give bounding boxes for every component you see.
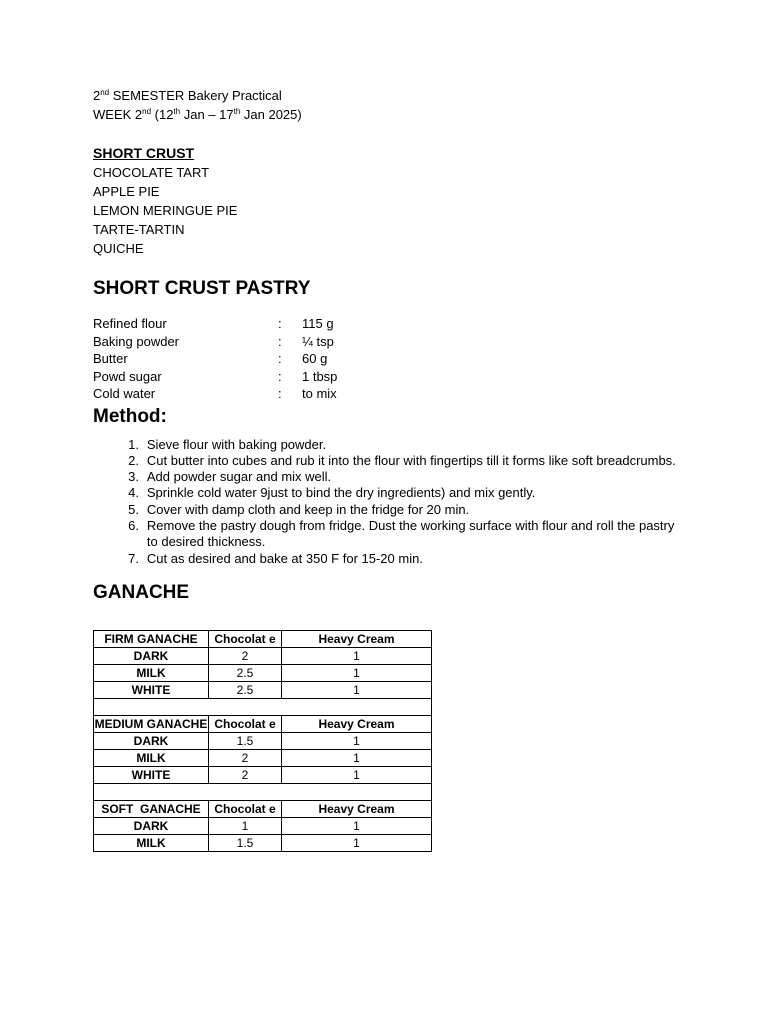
recipe-item: APPLE PIE [93,184,160,199]
ingredient-name: Cold water [93,386,156,401]
chocolate-ratio: 1.5 [209,834,282,851]
ingredient-row [93,333,693,351]
cream-ratio: 1 [282,647,432,664]
week-mid: Jan – 17 [180,107,234,122]
spacer-row [94,783,432,800]
step-number-text: 1. [128,436,139,452]
soft-header-row [94,800,432,817]
method-step [93,437,678,453]
ingredient-separator: : [278,386,282,401]
chocolate-column-header: Chocolat e [209,630,282,647]
ingredient-name: Baking powder [93,333,179,349]
cream-ratio: 1 [282,732,432,749]
table-row [94,681,432,698]
semester-title: SEMESTER Bakery Practical [109,88,282,103]
method-step [93,518,678,551]
chocolate-ratio: 2 [209,749,282,766]
chocolate-ratio: 2 [209,647,282,664]
step-number [93,437,139,453]
step-number [93,453,139,469]
ingredient-quantity: 60 g [302,351,328,366]
medium-header-row [94,715,432,732]
ingredient-quantity: to mix [302,386,337,401]
step-number-text: 5. [128,501,139,517]
document-page [93,86,693,852]
cream-ratio: 1 [282,749,432,766]
semester-number: 2 [93,88,101,103]
ingredient-name: Butter [93,351,128,366]
step-text: Cut as desired and bake at 350 F for 15-20 min. [146,550,423,566]
chocolate-column-header: Chocolat e [209,715,282,732]
cream-ratio: 1 [282,817,432,834]
method-step [93,485,678,501]
spacer-row [94,698,432,715]
method-step [93,469,678,485]
ingredient-separator: : [278,316,282,331]
table-row [94,647,432,664]
ganache-type: DARK [94,732,209,749]
table-row [94,732,432,749]
ingredient-separator: : [278,368,282,384]
semester-suffix: nd [100,88,110,97]
spacer-cell [94,783,432,800]
ingredient-row [93,350,693,368]
chocolate-ratio: 2.5 [209,681,282,698]
ganache-type: WHITE [94,681,209,698]
step-number [93,518,139,551]
ingredient-separator: : [278,351,282,366]
step-number [93,502,139,518]
ingredient-row [93,385,693,403]
step-text: Add powder sugar and mix well. [146,469,332,485]
step-text: Sieve flour with baking powder. [146,436,327,452]
ingredient-quantity: 115 g [302,316,334,331]
short-crust-heading: SHORT CRUST [93,145,195,161]
step-number [93,485,139,501]
table-row [94,817,432,834]
method-steps [93,437,678,567]
recipe-item: QUICHE [93,241,144,256]
week-suffix: nd [142,107,152,116]
recipe-item: LEMON MERINGUE PIE [93,203,238,218]
table-row [94,766,432,783]
method-heading: Method: [93,405,167,427]
step-text: Cut butter into cubes and rub it into the flour with fingertips till it forms like soft breadcrumbs. [146,452,676,468]
chocolate-ratio: 1.5 [209,732,282,749]
pastry-heading: SHORT CRUST PASTRY [93,278,311,299]
ingredient-quantity: 1 tbsp [302,368,338,384]
ganache-type: WHITE [94,766,209,783]
method-step [93,453,678,469]
chocolate-column-header: Chocolat e [209,800,282,817]
ganache-heading: GANACHE [93,581,190,603]
table-row [94,749,432,766]
semester-line [93,86,693,105]
firm-ganache-title: FIRM GANACHE [94,630,209,647]
medium-ganache-title: MEDIUM GANACHE [94,716,208,731]
ingredient-quantity: ¼ tsp [302,333,334,349]
ganache-type: MILK [94,664,209,681]
cream-ratio: 1 [282,834,432,851]
ganache-table [93,630,432,852]
chocolate-ratio: 1 [209,817,282,834]
cream-column-header: Heavy Cream [282,800,432,817]
week-start-suffix: th [173,107,181,116]
step-text: Remove the pastry dough from fridge. Dust the working surface with flour and roll the pastry to desired thickness. [146,517,675,550]
recipe-list [93,163,693,258]
ganache-type: MILK [94,749,209,766]
step-number [93,469,139,485]
week-end: Jan 2025) [240,107,302,122]
spacer-cell [94,698,432,715]
ingredient-row [93,315,693,333]
method-step [93,502,678,518]
cream-ratio: 1 [282,664,432,681]
step-number-text: 3. [128,469,139,485]
soft-ganache-title: SOFT GANACHE [94,800,209,817]
ingredient-row [93,368,693,386]
cream-ratio: 1 [282,681,432,698]
cream-column-header: Heavy Cream [282,630,432,647]
table-row [94,834,432,851]
cream-ratio: 1 [282,766,432,783]
method-step [93,551,678,567]
week-start: (12 [151,107,174,122]
ingredient-separator: : [278,333,282,349]
step-text: Sprinkle cold water 9just to bind the dry ingredients) and mix gently. [146,485,536,501]
step-number-text: 4. [128,485,139,501]
table-row [94,664,432,681]
ganache-type: DARK [94,647,209,664]
week-line [93,105,693,124]
chocolate-ratio: 2 [209,766,282,783]
step-number-text: 6. [128,517,139,533]
cream-column-header: Heavy Cream [282,715,432,732]
step-text: Cover with damp cloth and keep in the fridge for 20 min. [146,501,470,517]
ganache-type: MILK [94,834,209,851]
firm-header-row [94,630,432,647]
step-number-text: 7. [128,550,139,566]
week-end-suffix: th [233,107,241,116]
chocolate-ratio: 2.5 [209,664,282,681]
recipe-item: TARTE-TARTIN [93,222,185,237]
ingredient-list [93,315,693,403]
ingredient-name: Powd sugar [93,368,162,384]
ganache-type: DARK [94,817,209,834]
step-number-text: 2. [128,452,139,468]
week-label: WEEK 2 [93,107,143,122]
step-number [93,551,139,567]
recipe-item: CHOCOLATE TART [93,165,210,180]
ingredient-name: Refined flour [93,316,167,331]
